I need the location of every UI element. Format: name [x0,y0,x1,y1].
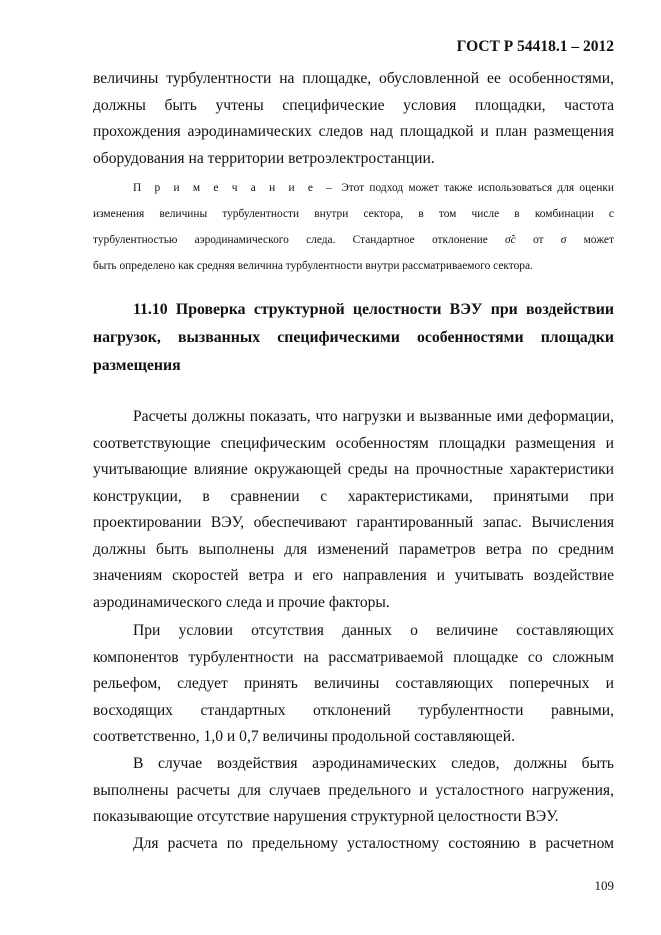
note-text: может [583,234,614,246]
note-line: быть определено как средняя величина турбулентности внутри рассматриваемого сектора. [93,260,533,272]
paragraph [93,751,614,831]
text-line: учитывающие влияние окружающей среды на прочностные характеристики [93,461,614,478]
heading-line: 11.10 Проверка структурной целостности ВЭУ при воздействии [133,301,614,318]
text-line: соответствующие специфическим особенностям площадки размещения и [93,434,614,452]
text-line: выполнены расчеты для случаев предельного и усталостного нагружения, [93,781,614,799]
text-line: соответственно, 1,0 и 0,7 величины продольной составляющей. [93,728,515,745]
text-line: прохождения аэродинамических следов над площадкой и план размещения [93,123,614,140]
text-line: показывающие отсутствие нарушения структурной целостности ВЭУ. [93,808,559,825]
text-line: оборудования на территории ветроэлектростанции. [93,149,435,167]
text-line: должны быть выполнены для изменений параметров ветра по средним [93,540,614,558]
paragraph [93,404,614,616]
text-line: величины турбулентности на площадке, обусловленной ее особенностями, [93,70,614,87]
note-text: турбулентностью аэродинамического следа. Стандартное отклонение [93,234,488,246]
paragraph-continuation [93,66,614,172]
heading-line: нагрузок, вызванных специфическими особенностями площадки [93,329,614,346]
note-line [93,227,614,253]
text-line: В случае воздействия аэродинамических следов, должны быть [133,755,614,772]
document-header: ГОСТ Р 54418.1 – 2012 [456,38,614,55]
note-line: изменения величины турбулентности внутри сектора, в том числе в комбинации с [93,208,614,220]
note-text: от [532,234,544,246]
text-line: При условии отсутствия данных о величине составляющих [133,622,614,639]
text-line: конструкции, в сравнении с характеристиками, принятыми при [93,487,614,505]
paragraph [93,618,614,751]
section-heading [93,296,614,380]
text-line: Для расчета по предельному усталостному состоянию в расчетном [133,835,614,852]
text-line: Расчеты должны показать, что нагрузки и вызванные ими деформации, [133,408,614,425]
heading-line: размещения [93,357,181,374]
paragraph [93,831,614,858]
sigma-symbol: σ [560,234,567,246]
note-block [93,175,614,279]
text-line: восходящих стандартных отклонений турбулентности равными, [93,701,614,719]
note-line [93,175,614,201]
text-line: значениям скоростей ветра и его направления и учитывать воздействие [93,567,614,584]
text-line: рельефом, следует принять величины составляющих поперечных и [93,675,614,692]
note-text: Этот подход может также использоваться для оценки [341,182,614,194]
note-label: П р и м е ч а н и е – [133,182,336,194]
text-line: компонентов турбулентности на рассматриваемой площадке со сложным [93,648,614,666]
sigma-c-symbol: σ̂c [505,234,516,246]
text-line: проектировании ВЭУ, обеспечивают гарантированный запас. Вычисления [93,514,614,531]
text-line: должны быть учтены специфические условия площадки, частота [93,96,614,114]
text-line: аэродинамического следа и прочие факторы. [93,593,390,611]
page-number: 109 [594,878,614,893]
